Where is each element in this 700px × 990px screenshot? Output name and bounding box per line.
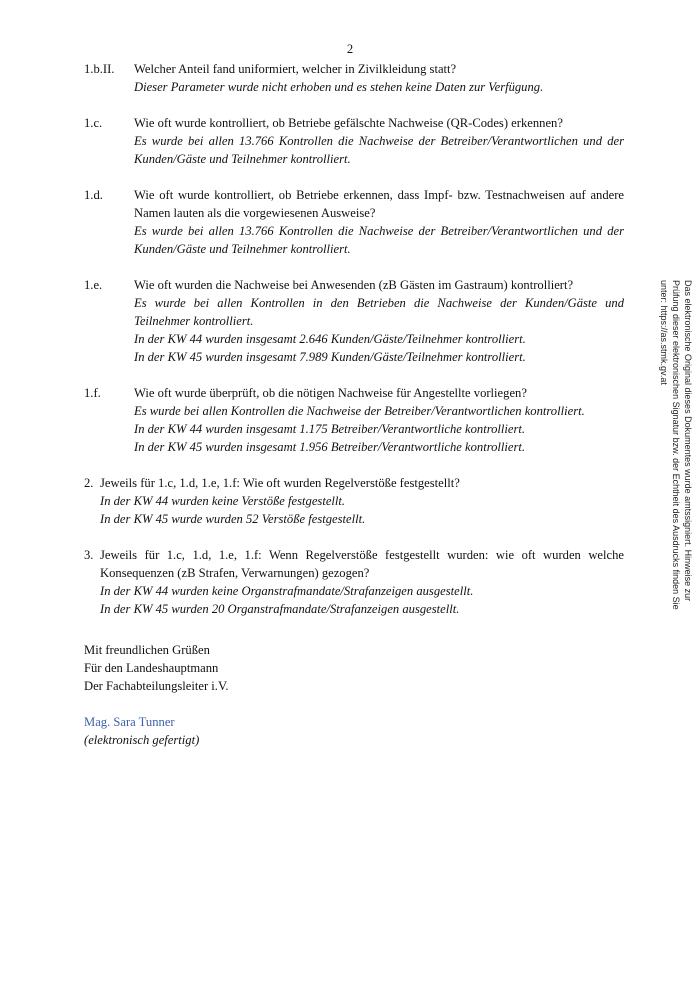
signer-name: Mag. Sara Tunner <box>84 715 175 729</box>
question-text: Jeweils für 1.c, 1.d, 1.e, 1.f: Wenn Regelverstöße festgestellt wurden: wie oft wurden welche Konsequenzen (zB Strafen, Verwarnungen) gezogen? <box>100 548 624 580</box>
item-label: 1.e. <box>84 278 103 292</box>
question-2 <box>84 474 624 528</box>
answer-text: In der KW 45 wurden 20 Organstrafmandate/Strafanzeigen ausgestellt. <box>100 602 460 616</box>
question-text: Welcher Anteil fand uniformiert, welcher in Zivilkleidung statt? <box>134 62 457 76</box>
answer-text: Es wurde bei allen Kontrollen in den Betrieben die Nachweise der Kunden/Gäste und Teilnehmer kontrolliert. <box>134 296 624 328</box>
item-label: 1.f. <box>84 386 101 400</box>
answer-text: In der KW 44 wurden keine Organstrafmandate/Strafanzeigen ausgestellt. <box>100 584 474 598</box>
answer-text: In der KW 44 wurden insgesamt 1.175 Betreiber/Verantwortliche kontrolliert. <box>134 422 526 436</box>
question-1e <box>84 276 624 366</box>
answer-text: Es wurde bei allen Kontrollen die Nachweise der Betreiber/Verantwortlichen kontrolliert. <box>134 404 585 418</box>
document-body <box>84 60 624 618</box>
answer-text: In der KW 44 wurden insgesamt 2.646 Kunden/Gäste/Teilnehmer kontrolliert. <box>134 332 526 346</box>
question-text: Wie oft wurde überprüft, ob die nötigen Nachweise für Angestellte vorliegen? <box>134 386 527 400</box>
item-label: 2. <box>84 476 94 490</box>
item-label: 1.c. <box>84 116 103 130</box>
answer-text: In der KW 45 wurden insgesamt 1.956 Betreiber/Verantwortliche kontrolliert. <box>134 440 526 454</box>
answer-text: Es wurde bei allen 13.766 Kontrollen die Nachweise der Betreiber/Verantwortlichen und der Kunden/Gäste und Teilnehmer kontrolliert. <box>134 224 624 256</box>
answer-text: In der KW 45 wurden insgesamt 7.989 Kunden/Gäste/Teilnehmer kontrolliert. <box>134 350 526 364</box>
question-text: Jeweils für 1.c, 1.d, 1.e, 1.f: Wie oft wurden Regelverstöße festgestellt? <box>100 476 460 490</box>
question-1b2 <box>84 60 624 96</box>
signature-verification-note <box>659 280 694 630</box>
answer-text: In der KW 44 wurden keine Verstöße festgestellt. <box>100 494 346 508</box>
greeting: Mit freundlichen Grüßen <box>84 643 210 657</box>
answer-text: Es wurde bei allen 13.766 Kontrollen die Nachweise der Betreiber/Verantwortlichen und der Kunden/Gäste und Teilnehmer kontrolliert. <box>134 134 624 166</box>
signature-note: (elektronisch gefertigt) <box>84 733 200 747</box>
answer-text: Dieser Parameter wurde nicht erhoben und es stehen keine Daten zur Verfügung. <box>134 80 544 94</box>
side-note-text: Das elektronische Original dieses Dokumentes wurde amtssigniert. Hinweise zur Prüfung dieser elektronischen Signatur bzw. der Echtheit des Ausdrucks finden Sie unter: https://as.stmk.gv.at <box>659 280 693 610</box>
item-label: 1.b.II. <box>84 62 115 76</box>
question-text: Wie oft wurden die Nachweise bei Anwesenden (zB Gästen im Gastraum) kontrolliert? <box>134 278 574 292</box>
answer-text: In der KW 45 wurde wurden 52 Verstöße festgestellt. <box>100 512 366 526</box>
closing-block <box>84 641 229 749</box>
question-1d <box>84 186 624 258</box>
question-text: Wie oft wurde kontrolliert, ob Betriebe gefälschte Nachweise (QR-Codes) erkennen? <box>134 116 563 130</box>
page-number: 2 <box>346 42 354 56</box>
question-1f <box>84 384 624 456</box>
closing-line: Für den Landeshauptmann <box>84 661 219 675</box>
item-label: 3. <box>84 548 94 562</box>
question-text: Wie oft wurde kontrolliert, ob Betriebe erkennen, dass Impf- bzw. Testnachweisen auf andere Namen lauten als die vorgewiesenen Ausweise? <box>134 188 624 220</box>
question-3 <box>84 546 624 618</box>
item-label: 1.d. <box>84 188 103 202</box>
closing-line: Der Fachabteilungsleiter i.V. <box>84 679 229 693</box>
question-1c <box>84 114 624 168</box>
